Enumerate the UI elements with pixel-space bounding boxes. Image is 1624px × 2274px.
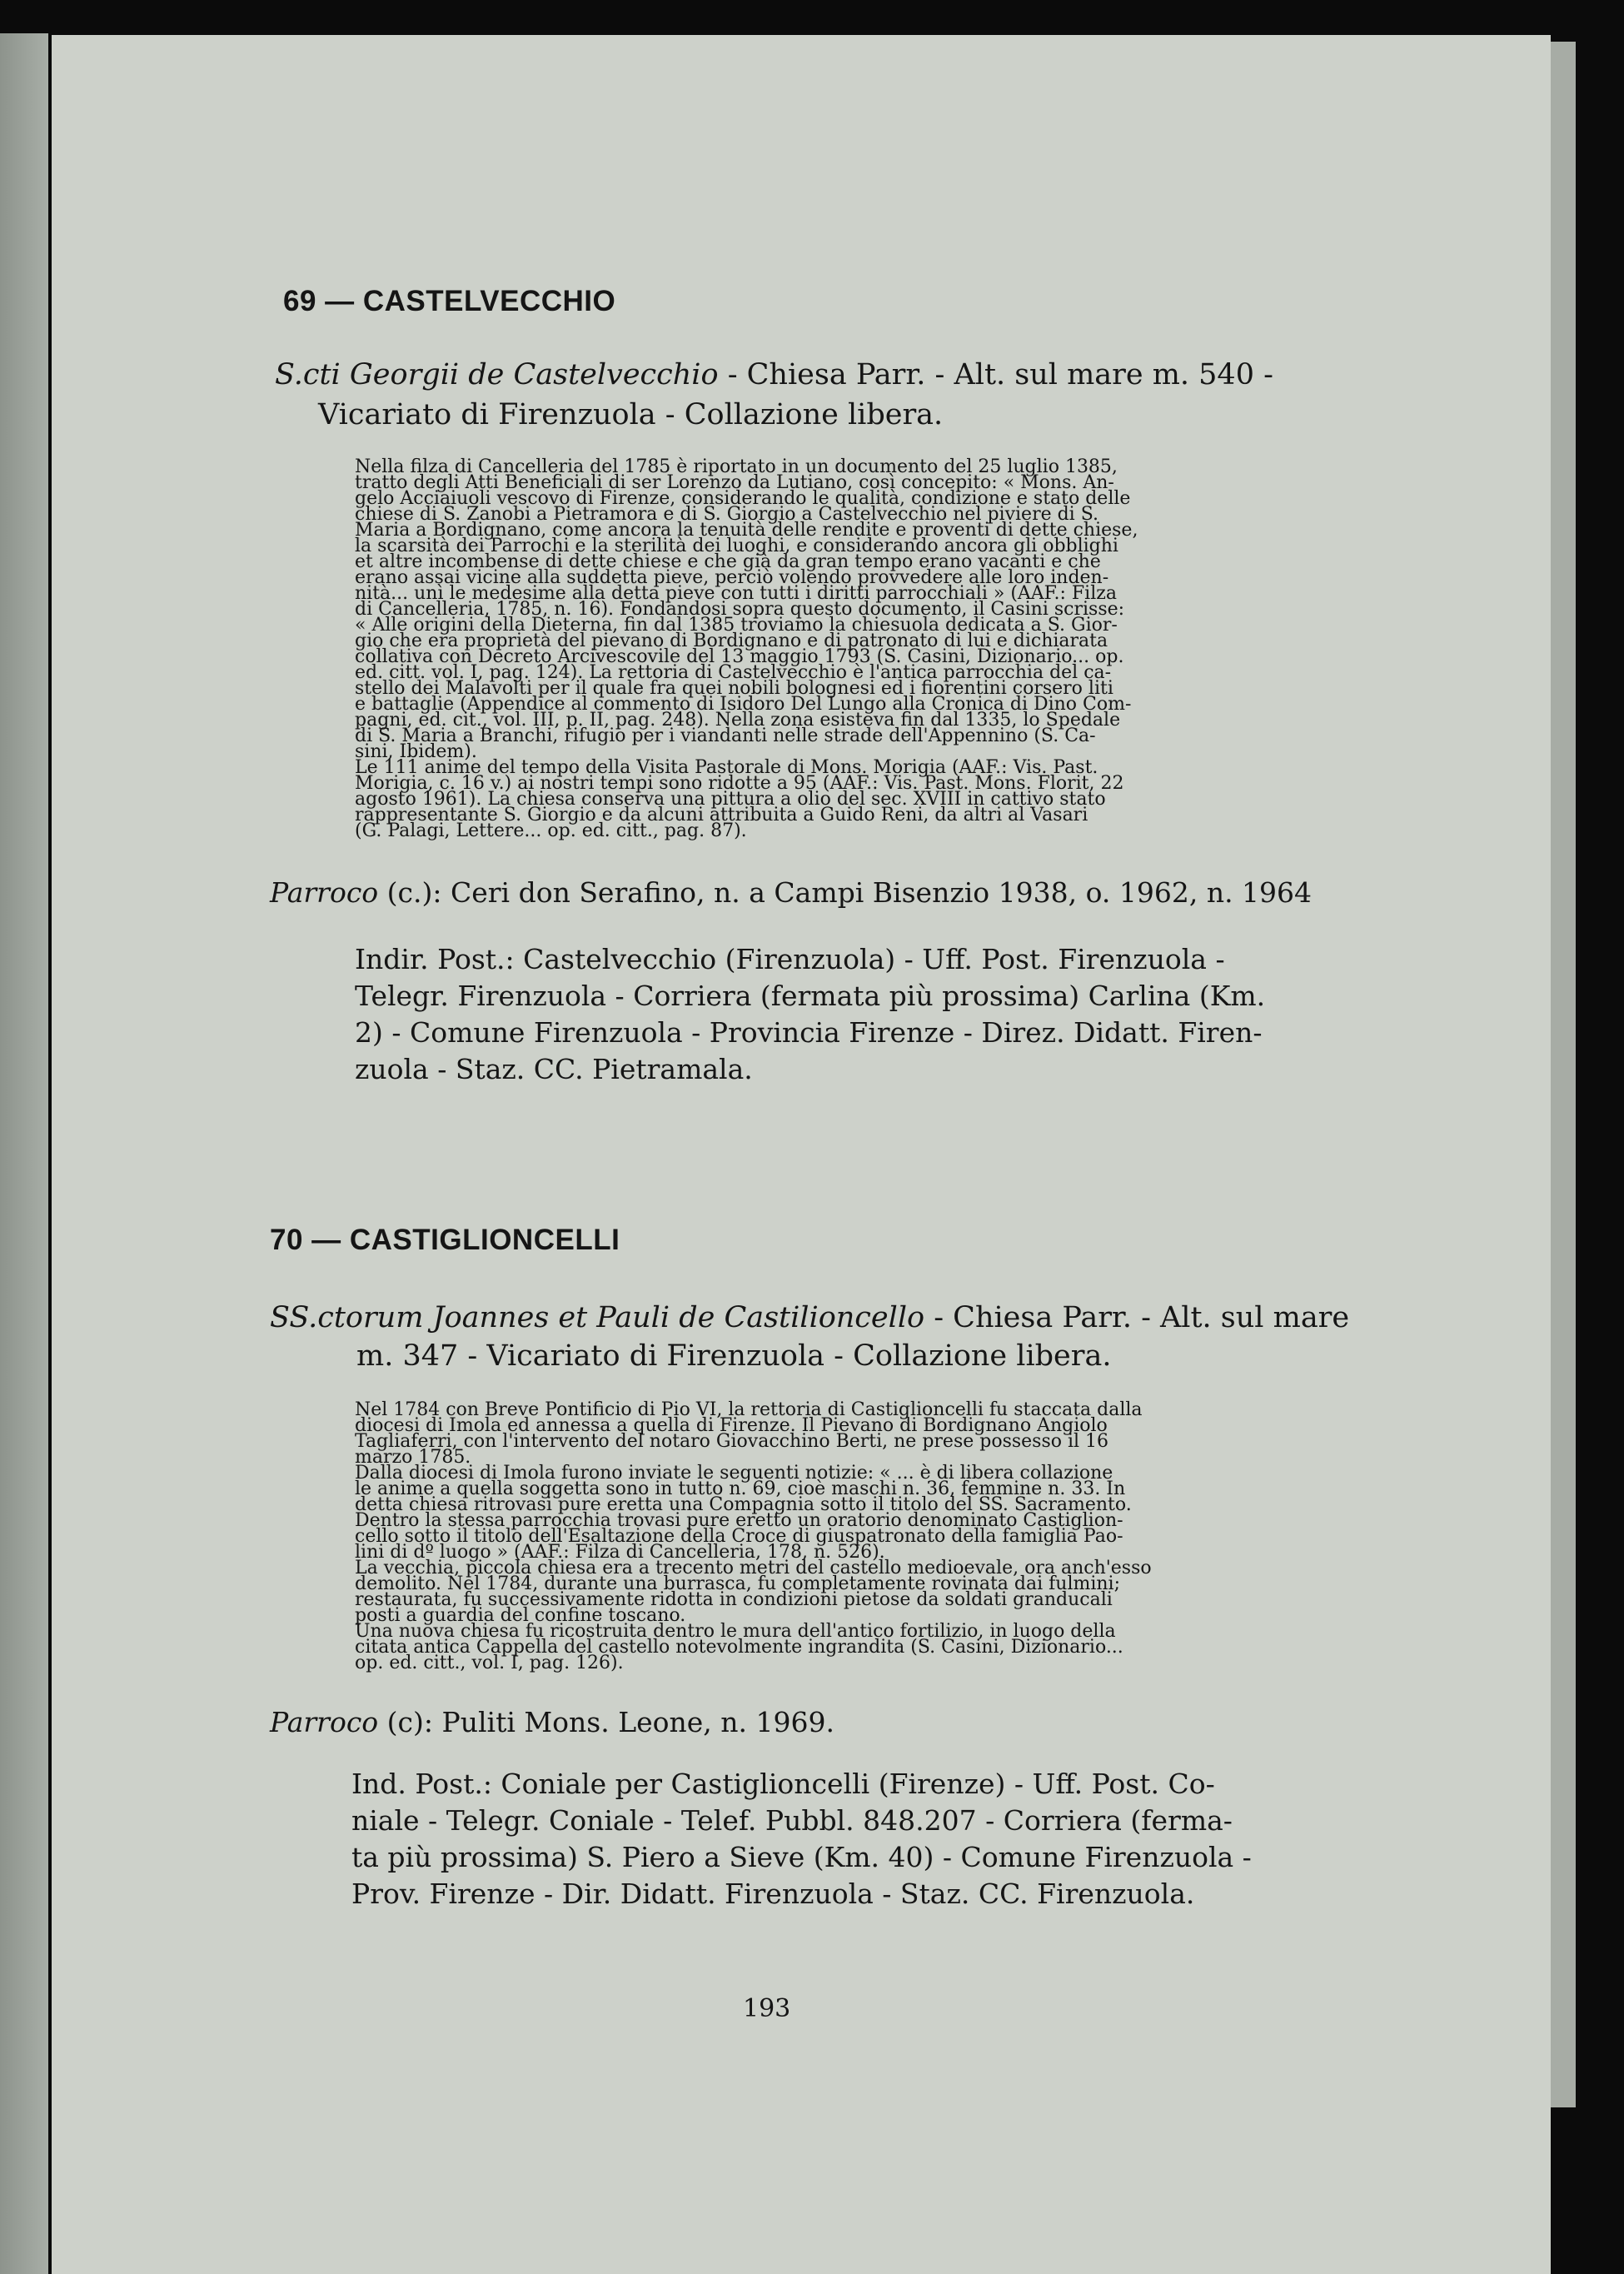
entry-title-rest: - Chiesa Parr. - Alt. sul mare [924,1301,1350,1334]
entry-body-line: et altre incombense di dette chiese e che già da gran tempo erano vacanti e che [355,551,1101,572]
entry-heading: 69 — CASTELVECCHIO [283,285,616,317]
entry-body-line: (G. Palagi, Lettere... op. ed. citt., pag. 87). [355,820,747,841]
entry-body-line: nità... unì le medesime alla detta pieve con tutti i diritti parrocchiali » (AAF.: Filza [355,583,1117,604]
entry-body-line: pagni, ed. cit., vol. III, p. II, pag. 248). Nella zona esisteva fin dal 1335, lo Spedale [355,710,1121,731]
entry-body-line: Maria a Bordignano, come ancora la tenuità delle rendite e proventi di dette chiese, [355,520,1138,541]
entry-body-line: La vecchia, piccola chiesa era a trecento metri del castello medioevale, ora anch'esso [355,1558,1152,1578]
entry-body-line: la scarsità dei Parrochi e la sterilità dei luoghi, e considerando ancora gli obblighi [355,536,1118,556]
parroco-label: Parroco [270,1706,379,1738]
postal-info-line: Prov. Firenze - Dir. Didatt. Firenzuola - Staz. CC. Firenzuola. [351,1878,1195,1910]
parroco-text: (c): Puliti Mons. Leone, n. 1969. [378,1706,834,1738]
postal-info-line: Ind. Post.: Coniale per Castiglioncelli (Firenze) - Uff. Post. Co- [351,1768,1215,1800]
entry-body-line: gio che era proprietà del pievano di Bordignano e di patronato di lui e dichiarata [355,631,1108,651]
entry-body-line: Nel 1784 con Breve Pontificio di Pio VI, la rettoria di Castiglioncelli fu staccata dalla [355,1399,1143,1420]
entry-body-line: e battaglie (Appendice al commento di Isidoro Del Lungo alla Cronica di Dino Com- [355,694,1132,715]
book-page [52,35,1551,2274]
adjacent-page-edge [0,33,48,2274]
entry-body-line: le anime a quella soggetta sono in tutto n. 69, cioè maschi n. 36, femmine n. 33. In [355,1479,1126,1499]
entry-title-latin: S.cti Georgii de Castelvecchio [275,358,719,391]
entry-body-line: erano assai vicine alla suddetta pieve, perciò volendo provvedere alle loro inden- [355,567,1109,588]
entry-body-line: chiese di S. Zanobi a Pietramora e di S. Giorgio a Castelvecchio nel piviere di S. [355,504,1098,525]
entry-title-latin: SS.ctorum Joannes et Pauli de Castilioncello [270,1301,925,1334]
entry-body-line: posti a guardia del confine toscano. [355,1605,686,1626]
entry-body-line: Morigia, c. 16 v.) ai nostri tempi sono ridotte a 95 (AAF.: Vis. Past. Mons. Florit, 22 [355,773,1124,794]
entry-body-line: lini di dº luogo » (AAF.: Filza di Cancelleria, 178, n. 526). [355,1542,885,1563]
page-number: 193 [743,1994,791,2023]
entry-body-line: demolito. Nel 1784, durante una burrasca, fu completamente rovinata dai fulmini; [355,1573,1120,1594]
entry-body-line: sini, Ibidem). [355,741,477,762]
parroco-line [270,876,1312,909]
entry-body-line: gelo Acciaiuoli vescovo di Firenze, considerando le qualità, condizione e stato delle [355,488,1131,509]
entry-body-line: agosto 1961). La chiesa conserva una pittura a olio del sec. XVIII in cattivo stato [355,789,1106,810]
entry-title-rest: - Chiesa Parr. - Alt. sul mare m. 540 - [718,358,1273,391]
postal-info-line: 2) - Comune Firenzuola - Provincia Firenze - Direz. Didatt. Firen- [355,1016,1263,1049]
entry-title [270,1301,1349,1334]
entry-body-line: citata antica Cappella del castello notevolmente ingrandita (S. Casini, Dizionario... [355,1637,1123,1658]
entry-body-line: collativa con Decreto Arcivescovile del 13 maggio 1793 (S. Casini, Dizionario... op. [355,646,1124,667]
entry-body-line: rappresentante S. Giorgio e da alcuni attribuita a Guido Reni, da altri al Vasari [355,805,1088,825]
entry-body-line: Una nuova chiesa fu ricostruita dentro le mura dell'antico fortilizio, in luogo della [355,1621,1116,1642]
postal-info-line: zuola - Staz. CC. Pietramala. [355,1053,753,1085]
entry-title-line2: m. 347 - Vicariato di Firenzuola - Collazione libera. [356,1339,1112,1373]
entry-body-line: ed. citt. vol. I, pag. 124). La rettoria di Castelvecchio è l'antica parrocchia del ca- [355,662,1112,683]
postal-info-line: ta più prossima) S. Piero a Sieve (Km. 40) - Comune Firenzuola - [351,1841,1252,1873]
postal-info-line: Indir. Post.: Castelvecchio (Firenzuola) - Uff. Post. Firenzuola - [355,943,1225,975]
entry-body-line: Le 111 anime del tempo della Visita Pastorale di Mons. Morigia (AAF.: Vis. Past. [355,757,1098,778]
parroco-line [270,1706,834,1738]
entry-title [275,358,1273,391]
entry-body-line: Tagliaferri, con l'intervento del notaro Giovacchino Berti, ne prese possesso il 16 [355,1431,1109,1452]
entry-body-line: di S. Maria a Branchi, rifugio per i viandanti nelle strade dell'Appennino (S. Ca- [355,726,1096,746]
entry-body-line: cello sotto il titolo dell'Esaltazione della Croce di giuspatronato della famiglia Pao- [355,1526,1123,1547]
entry-body-line: Dalla diocesi di Imola furono inviate le seguenti notizie: « ... è di libera collazione [355,1463,1113,1484]
entry-body-line: detta chiesa ritrovasi pure eretta una Compagnia sotto il titolo del SS. Sacramento. [355,1494,1132,1515]
parroco-label: Parroco [270,876,379,909]
entry-body-line: op. ed. citt., vol. I, pag. 126). [355,1653,624,1673]
entry-body-line: stello dei Malavolti per il quale fra quei nobili bolognesi ed i fiorentini corsero liti [355,678,1113,699]
entry-body-line: tratto degli Atti Beneficiali di ser Lorenzo da Lutiano, così concepito: « Mons. An- [355,472,1114,493]
entry-body-line: marzo 1785. [355,1447,471,1468]
parroco-text: (c.): Ceri don Serafino, n. a Campi Bisenzio 1938, o. 1962, n. 1964 [378,876,1313,909]
entry-body-line: restaurata, fu successivamente ridotta in condizioni pietose da soldati granducali [355,1589,1113,1610]
entry-body-line: di Cancelleria, 1785, n. 16). Fondandosi sopra questo documento, il Casini scrisse: [355,599,1125,620]
entry-body-line: diocesi di Imola ed annessa a quella di Firenze. Il Pievano di Bordignano Angiolo [355,1415,1108,1436]
entry-body-line: « Alle origini della Dieterna, fin dal 1385 troviamo la chiesuola dedicata a S. Gior- [355,615,1118,636]
entry-title-line2: Vicariato di Firenzuola - Collazione libera. [318,398,944,431]
entry-body-line: Dentro la stessa parrocchia trovasi pure eretto un oratorio denominato Castiglion- [355,1510,1123,1531]
postal-info-line: Telegr. Firenzuola - Corriera (fermata più prossima) Carlina (Km. [355,980,1266,1012]
postal-info-line: niale - Telegr. Coniale - Telef. Pubbl. 848.207 - Corriera (ferma- [351,1804,1233,1837]
entry-body-line: Nella filza di Cancelleria del 1785 è riportato in un documento del 25 luglio 1385, [355,456,1118,477]
entry-heading: 70 — CASTIGLIONCELLI [270,1224,620,1256]
